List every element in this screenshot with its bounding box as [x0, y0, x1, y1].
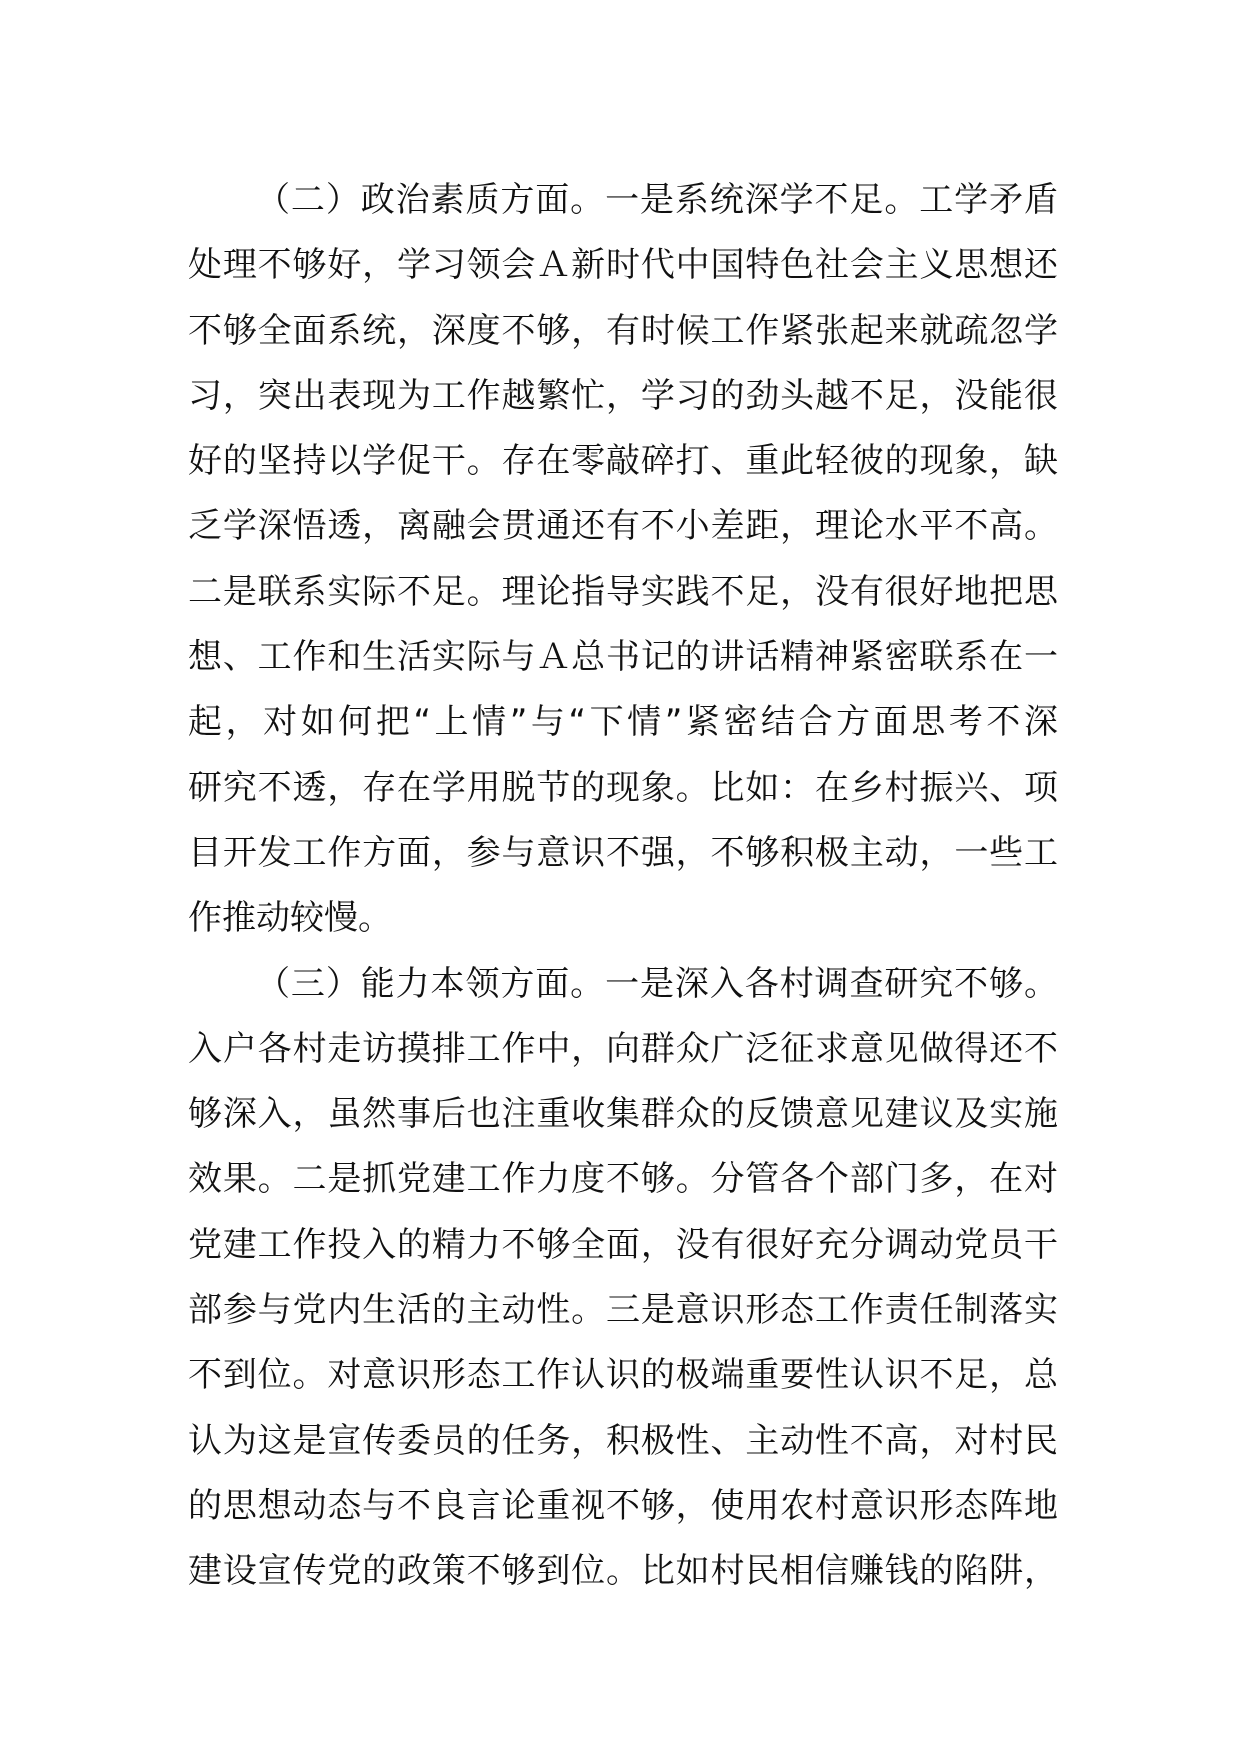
paragraph-line: 效果。二是抓党建工作力度不够。分管各个部门多，在对 [188, 1159, 1058, 1200]
paragraph-line: 二是联系实际不足。理论指导实践不足，没有很好地把思 [188, 571, 1058, 612]
paragraph-line: 研究不透，存在学用脱节的现象。比如：在乡村振兴、项 [188, 767, 1058, 808]
paragraph-line: 入户各村走访摸排工作中，向群众广泛征求意见做得还不 [188, 1028, 1058, 1069]
paragraph-line: 习，突出表现为工作越繁忙，学习的劲头越不足，没能很 [188, 375, 1058, 416]
paragraph-line: 不到位。对意识形态工作认识的极端重要性认识不足，总 [188, 1355, 1058, 1396]
paragraph-line: 认为这是宣传委员的任务，积极性、主动性不高，对村民 [188, 1420, 1058, 1461]
paragraph-line: 想、工作和生活实际与Ａ总书记的讲话精神紧密联系在一 [188, 637, 1058, 678]
paragraph-line: 目开发工作方面，参与意识不强，不够积极主动，一些工 [188, 832, 1058, 873]
paragraph-line: 乏学深悟透，离融会贯通还有不小差距，理论水平不高。 [188, 506, 1058, 547]
paragraph-political-quality [188, 168, 1058, 952]
paragraph-line: 起，对如何把“上情”与“下情”紧密结合方面思考不深 [188, 702, 1058, 743]
paragraph-line: 建设宣传党的政策不够到位。比如村民相信赚钱的陷阱， [188, 1551, 1058, 1592]
document-body [188, 168, 1058, 1605]
paragraph-ability [188, 952, 1058, 1605]
paragraph-line: 好的坚持以学促干。存在零敲碎打、重此轻彼的现象，缺 [188, 441, 1058, 482]
paragraph-line: （二）政治素质方面。一是系统深学不足。工学矛盾 [256, 180, 1058, 220]
paragraph-line: 党建工作投入的精力不够全面，没有很好充分调动党员干 [188, 1224, 1058, 1265]
paragraph-line: 部参与党内生活的主动性。三是意识形态工作责任制落实 [188, 1290, 1058, 1331]
paragraph-line: 够深入，虽然事后也注重收集群众的反馈意见建议及实施 [188, 1094, 1058, 1135]
paragraph-line: 作推动较慢。 [188, 898, 392, 939]
paragraph-line: 处理不够好，学习领会Ａ新时代中国特色社会主义思想还 [188, 245, 1058, 286]
paragraph-line: 的思想动态与不良言论重视不够，使用农村意识形态阵地 [188, 1485, 1058, 1526]
paragraph-line: 不够全面系统，深度不够，有时候工作紧张起来就疏忽学 [188, 310, 1058, 351]
paragraph-line: （三）能力本领方面。一是深入各村调查研究不够。 [256, 963, 1058, 1004]
